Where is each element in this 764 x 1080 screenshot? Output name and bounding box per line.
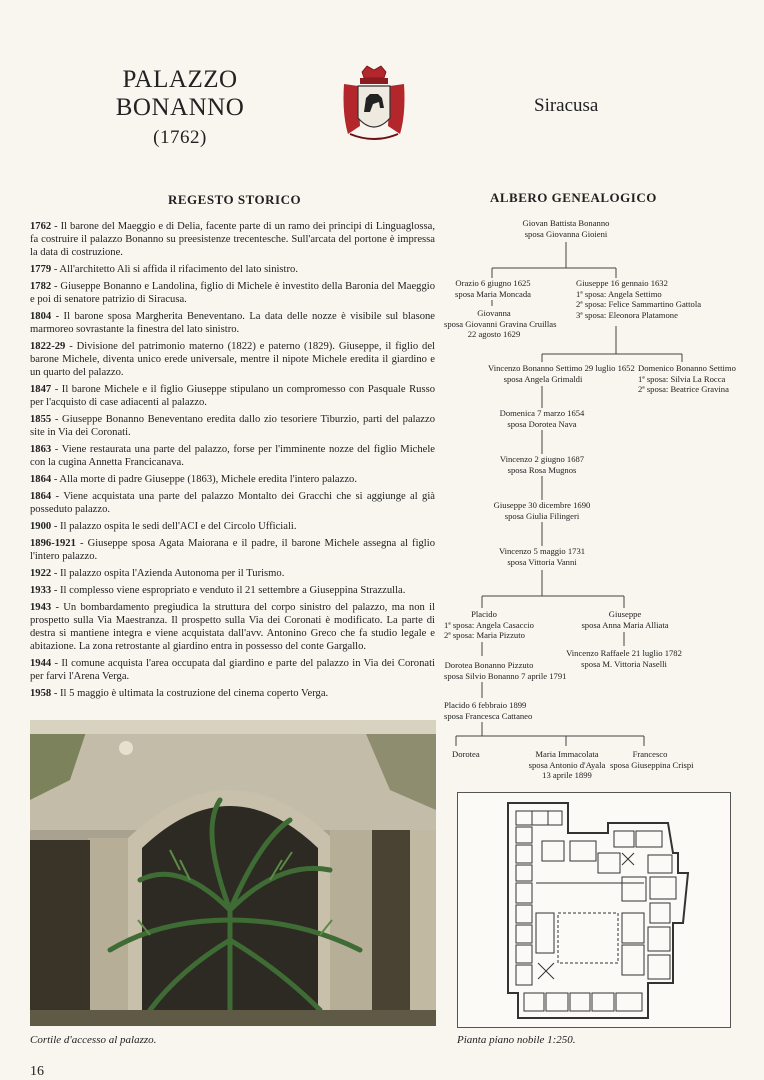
regesto-year: 1944: [30, 658, 52, 669]
title-line1: PALAZZO: [122, 66, 238, 93]
regesto-list: [30, 220, 435, 704]
tree-node-placido: Placido 1ª sposa: Angela Casaccio 2ª sposa: Maria Pizzuto: [444, 609, 534, 640]
regesto-year: 1847: [30, 384, 52, 395]
regesto-entry: [30, 220, 435, 259]
regesto-entry: [30, 340, 435, 379]
regesto-entry: [30, 310, 435, 336]
tree-node-giovan-battista: Giovan Battista Bonanno sposa Giovanna Gioieni: [522, 218, 610, 239]
regesto-year: 1855: [30, 414, 52, 425]
regesto-entry: [30, 383, 435, 409]
city-name: Siracusa: [534, 95, 599, 116]
plan-caption: Pianta piano nobile 1:250.: [457, 1034, 576, 1046]
family-tree: [444, 208, 744, 788]
regesto-text: - Il barone Michele e il figlio Giuseppe stipulano un compromesso con Pasquale Russo per l'acquisto di case adiacenti al palazzo.: [30, 384, 435, 408]
regesto-year: 1782: [30, 281, 52, 292]
regesto-entry: [30, 413, 435, 439]
regesto-year: 1864: [30, 474, 52, 485]
regesto-entry: [30, 473, 435, 486]
regesto-text: - Giuseppe Bonanno e Landolina, figlio di Michele è investito della Baronia del Maeggio e poi di senatore patrizio di Siracusa.: [30, 281, 435, 305]
regesto-entry: [30, 657, 435, 683]
regesto-entry: [30, 443, 435, 469]
regesto-text: - Giuseppe Bonanno Beneventano eredita dallo zio tesoriere Tiburzio, parti del palazzo site in Via dei Coronati.: [30, 414, 435, 438]
tree-node-vincenzo-raffaele: Vincenzo Raffaele 21 luglio 1782 sposa M. Vittoria Naselli: [566, 648, 682, 669]
regesto-entry: [30, 490, 435, 516]
tree-node-orazio: Orazio 6 giugno 1625 sposa Maria Moncada: [455, 278, 531, 299]
regesto-entry: [30, 567, 435, 580]
regesto-text: - Il palazzo ospita l'Azienda Autonoma per il Turismo.: [51, 568, 285, 579]
albero-heading: ALBERO GENEALOGICO: [490, 190, 657, 205]
regesto-year: 1896-1921: [30, 538, 76, 549]
regesto-entry: [30, 601, 435, 653]
tree-node-vincenzo-1731: Vincenzo 5 maggio 1731 sposa Vittoria Vanni: [498, 546, 586, 567]
regesto-text: - Il complesso viene espropriato e venduto il 21 settembre a Giuseppina Strazzulla.: [51, 585, 406, 596]
tree-node-vincenzo-1687: Vincenzo 2 giugno 1687 sposa Rosa Mugnos: [499, 454, 585, 475]
regesto-year: 1922: [30, 568, 52, 579]
tree-node-domenica-1654: Domenica 7 marzo 1654 sposa Dorotea Nava: [499, 408, 585, 429]
tree-node-vincenzo-1652: Vincenzo Bonanno Settimo 29 luglio 1652 sposa Angela Grimaldi: [488, 363, 635, 384]
tree-node-dorotea-pizzuto: Dorotea Bonanno Pizzuto sposa Silvio Bonanno 7 aprile 1791: [444, 660, 567, 681]
regesto-text: - Il palazzo ospita le sedi dell'ACI e del Circolo Ufficiali.: [51, 521, 297, 532]
regesto-text: - Viene restaurata una parte del palazzo, forse per l'imminente nozze del figlio Michele con la cugina Annetta Francicanava.: [30, 444, 435, 468]
regesto-text: - Alla morte di padre Giuseppe (1863), Michele eredita l'intero palazzo.: [51, 474, 357, 485]
tree-node-dorotea: Dorotea: [452, 749, 480, 759]
regesto-entry: [30, 263, 435, 276]
floor-plan: [457, 792, 731, 1028]
regesto-year: 1958: [30, 688, 52, 699]
regesto-text: - Un bombardamento pregiudica la struttura del corpo sinistro del palazzo, ma non il prospetto sulla Via Maestranza. Il prospetto sulla Via dei Coronati è modificato. La parte di destra si mantiene integra e viene acquistata dall'avv. Antonino Greco che fa studio legale e abitazione. La zona retrostante al giardino entra in possesso del conte Gargallo.: [30, 602, 435, 652]
tree-node-domenico: Domenico Bonanno Settimo 1ª sposa: Silvia La Rocca 2ª sposa: Beatrice Gravina: [638, 363, 736, 394]
regesto-year: 1762: [30, 221, 52, 232]
regesto-entry: [30, 520, 435, 533]
page-number: 16: [30, 1064, 44, 1079]
regesto-entry: [30, 687, 435, 700]
regesto-text: - Il 5 maggio è ultimata la costruzione del cinema coperto Verga.: [51, 688, 329, 699]
title-line2: BONANNO: [115, 94, 245, 121]
regesto-year: 1900: [30, 521, 52, 532]
regesto-text: - Il barone sposa Margherita Beneventano. La data delle nozze è visibile sul blasone marmoreo sovrastante la finestra del lato sinistro.: [30, 311, 435, 335]
regesto-year: 1943: [30, 602, 52, 613]
regesto-text: - Giuseppe sposa Agata Maiorana e il padre, il barone Michele assegna al figlio l'intero palazzo.: [30, 538, 435, 562]
tree-node-giuseppe-alliata: Giuseppe sposa Anna Maria Alliata: [581, 609, 669, 630]
regesto-entry: [30, 537, 435, 563]
tree-node-giuseppe-1632: Giuseppe 16 gennaio 1632 1ª sposa: Angela Settimo 2ª sposa: Felice Sammartino Gattola 3ª sposa: Eleonora Platamone: [576, 278, 702, 320]
regesto-year: 1804: [30, 311, 52, 322]
regesto-text: - Viene acquistata una parte del palazzo Montalto dei Gracchi che si aggiunge al già posseduto palazzo.: [30, 491, 435, 515]
tree-node-francesco: Francesco sposa Giuseppina Crispi: [610, 749, 694, 770]
regesto-year: 1933: [30, 585, 52, 596]
title-year: (1762): [153, 127, 207, 148]
regesto-entry: [30, 584, 435, 597]
regesto-year: 1779: [30, 264, 52, 275]
coat-of-arms-icon: [340, 64, 408, 146]
regesto-entry: [30, 280, 435, 306]
regesto-year: 1864: [30, 491, 52, 502]
regesto-year: 1863: [30, 444, 52, 455]
regesto-text: - Il comune acquista l'area occupata dal giardino e parte del palazzo in Via dei Coronati per farvi l'Arena Verga.: [30, 658, 435, 682]
photo-caption: Cortile d'accesso al palazzo.: [30, 1034, 157, 1046]
courtyard-photo: [30, 720, 436, 1026]
regesto-year: 1822-29: [30, 341, 66, 352]
regesto-text: - Il barone del Maeggio e di Delia, facente parte di un ramo dei principi di Linguaglossa, fa costruire il palazzo Bonanno su preesistenze trecentesche. Sull'arcata del portone è impressa la data di costruzione.: [30, 221, 435, 258]
tree-node-placido-1899: Placido 6 febbraio 1899 sposa Francesca Cattaneo: [444, 700, 533, 721]
tree-node-giuseppe-1690: Giuseppe 30 dicembre 1690 sposa Giulia Filingeri: [493, 500, 591, 521]
page-title: [100, 66, 260, 152]
regesto-heading: REGESTO STORICO: [168, 192, 302, 207]
tree-node-maria-immacolata: Maria Immacolata sposa Antonio d'Ayala 13 aprile 1899: [528, 749, 606, 780]
regesto-text: - Divisione del patrimonio materno (1822) e paterno (1829). Giuseppe, il figlio del barone Michele, diventa unico erede universale, mentre il nipote Michele eredita il giardino e un quarto del palazzo.: [30, 341, 435, 378]
regesto-text: - All'architetto Alì si affida il rifacimento del lato sinistro.: [51, 264, 298, 275]
tree-node-giovanna: Giovanna sposa Giovanni Gravina Cruillas 22 agosto 1629: [444, 308, 557, 339]
